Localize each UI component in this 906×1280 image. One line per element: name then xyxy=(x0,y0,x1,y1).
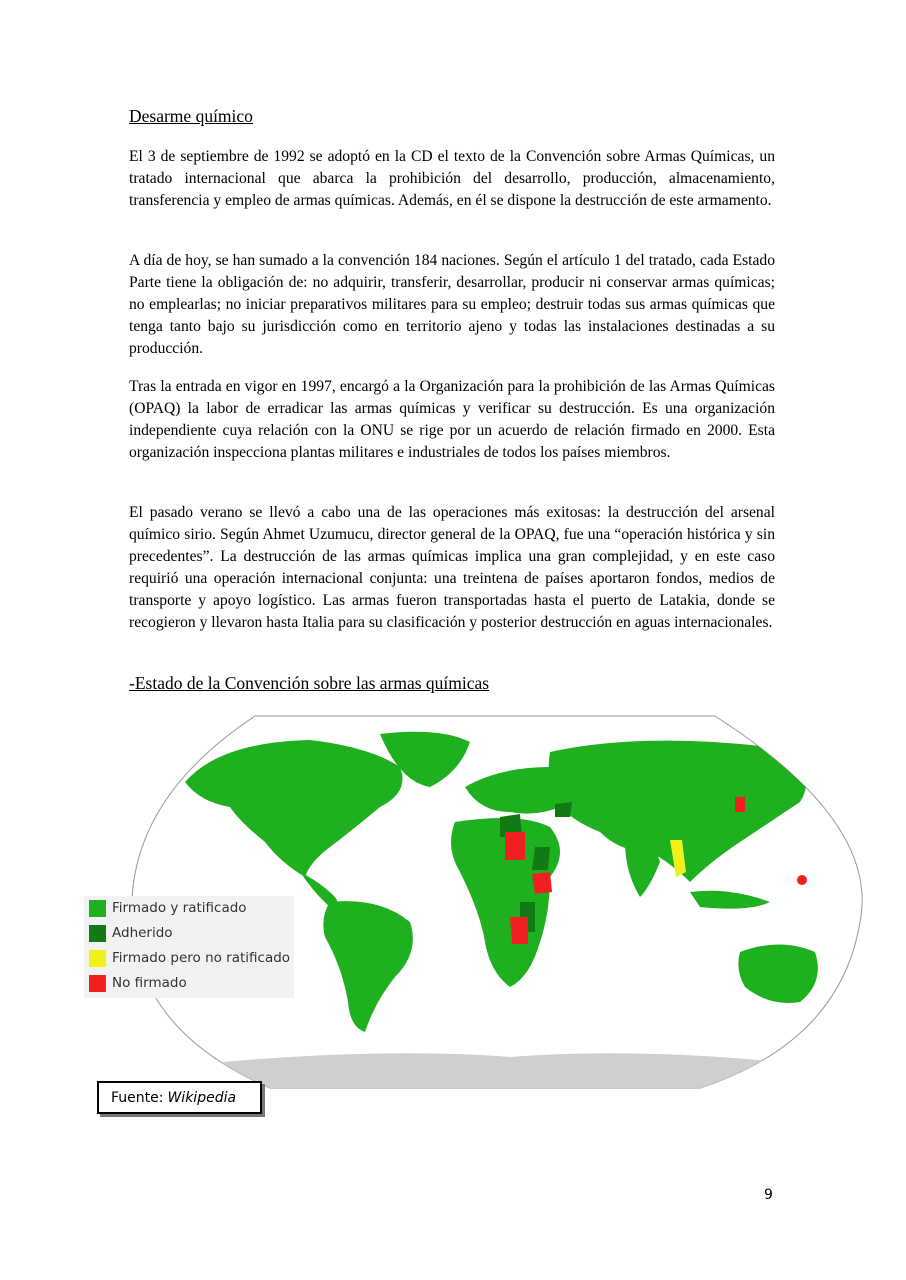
legend-item xyxy=(89,898,247,918)
legend-swatch-not-signed xyxy=(89,975,106,992)
legend-swatch-ratified xyxy=(89,900,106,917)
source-name: Wikipedia xyxy=(167,1089,237,1106)
paragraph-2: A día de hoy, se han sumado a la convención 184 naciones. Según el artículo 1 del tratado, cada Estado Parte tiene la obligación de: no adquirir, transferir, desarrollar, producir ni conservar armas químicas; no emplearlas; no iniciar preparativos militares para su empleo; destruir todas sus armas químicas que tenga tanto bajo su jurisdicción como en territorio ajeno y todas las instalaciones destinadas a su producción. xyxy=(129,252,775,357)
legend-label: No firmado xyxy=(112,975,187,991)
legend-swatch-signed xyxy=(89,950,106,967)
legend-item xyxy=(89,973,187,993)
map-title: -Estado de la Convención sobre las armas químicas xyxy=(129,673,490,693)
legend-swatch-adhered xyxy=(89,925,106,942)
legend-label: Firmado pero no ratificado xyxy=(112,950,291,966)
page-number: 9 xyxy=(764,1187,773,1203)
paragraph-3: Tras la entrada en vigor en 1997, encargó a la Organización para la prohibición de las Armas Químicas (OPAQ) la labor de erradicar las armas químicas y verificar su destrucción. Es una organización independiente cuya relación con la ONU se rige por un acuerdo de relación firmado en 2000. Esta organización inspecciona plantas militares e industriales de todos los países miembros. xyxy=(129,378,775,461)
legend-item xyxy=(89,923,173,943)
legend-item xyxy=(89,948,290,968)
paragraph-1: El 3 de septiembre de 1992 se adoptó en la CD el texto de la Convención sobre Armas Químicas, un tratado internacional que abarca la prohibición del desarrollo, producción, almacenamiento, transferencia y empleo de armas químicas. Además, en él se dispone la destrucción de este armamento. xyxy=(129,148,775,209)
map-legend xyxy=(84,896,294,998)
source-caption xyxy=(97,1081,262,1114)
paragraph-4: El pasado verano se llevó a cabo una de las operaciones más exitosas: la destrucción del arsenal químico sirio. Según Ahmet Uzumucu, director general de la OPAQ, fue una “operación histórica y sin precedentes”. La destrucción de las armas químicas implica una gran complejidad, y en este caso requirió una operación internacional conjunta: una treintena de países aportaron fondos, medios de transporte y apoyo logístico. Las armas fueron transportadas hasta el puerto de Latakia, donde se recogieron y llevaron hasta Italia para su clasificación y posterior destrucción en aguas internacionales. xyxy=(129,504,775,631)
source-prefix: Fuente: xyxy=(111,1089,164,1106)
section-title: Desarme químico xyxy=(129,106,253,126)
legend-label: Firmado y ratificado xyxy=(112,900,247,916)
legend-label: Adherido xyxy=(112,925,173,941)
